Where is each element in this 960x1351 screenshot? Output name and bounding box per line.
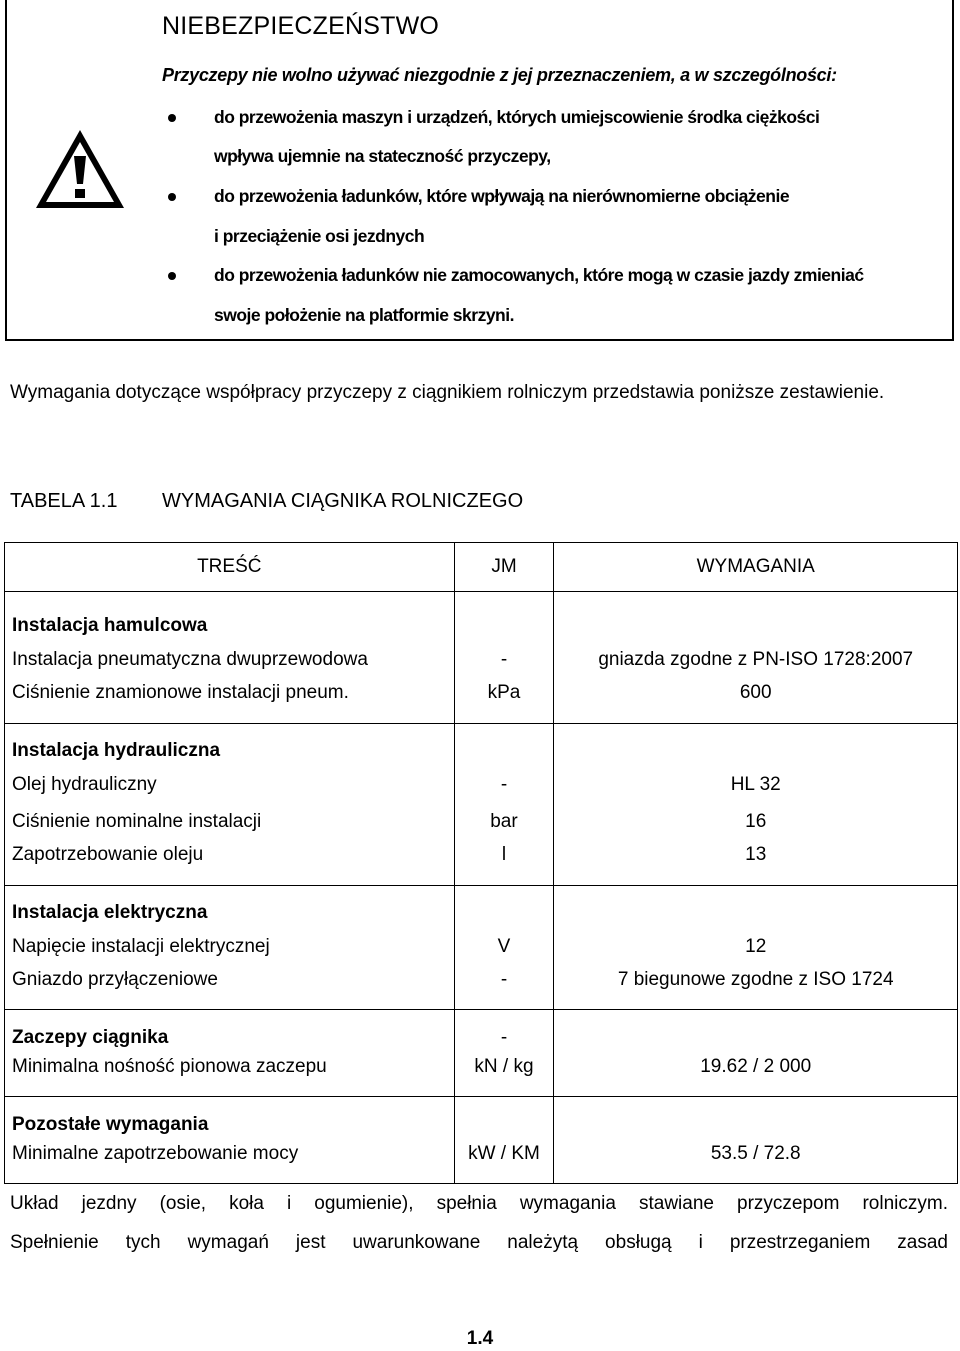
cell-unit: -	[454, 966, 554, 1010]
group-unit	[454, 885, 554, 928]
cell-requirement: 7 biegunowe zgodne z ISO 1724	[554, 966, 958, 1010]
empty-cell	[554, 723, 958, 766]
table-row	[5, 1053, 958, 1097]
danger-title: NIEBEZPIECZEŃSTWO	[162, 12, 440, 40]
bullet-dot	[168, 272, 176, 280]
group-title: Pozostałe wymagania	[5, 1097, 455, 1140]
group-title-row	[5, 592, 958, 642]
cell-requirement: HL 32	[554, 766, 958, 804]
cell-unit: kN / kg	[454, 1053, 554, 1097]
bullet-dot	[168, 193, 176, 201]
requirements-table	[4, 542, 958, 1184]
table-group	[5, 885, 958, 1010]
cell-requirement: 13	[554, 841, 958, 885]
danger-box	[5, 0, 954, 341]
header-content: TREŚĆ	[5, 543, 455, 592]
table-group	[5, 723, 958, 885]
danger-line: i przeciążenie osi jezdnych	[214, 226, 425, 246]
intro-paragraph: Wymagania dotyczące współpracy przyczepy z ciągnikiem rolniczym przedstawia poniższe zestawienie.	[10, 382, 885, 403]
group-title: Instalacja hydrauliczna	[5, 723, 455, 766]
table-header-row	[5, 543, 958, 592]
table-title: WYMAGANIA CIĄGNIKA ROLNICZEGO	[162, 490, 524, 512]
group-unit	[454, 1097, 554, 1140]
cell-content: Napięcie instalacji elektrycznej	[5, 928, 455, 966]
cell-content: Minimalne zapotrzebowanie mocy	[5, 1140, 455, 1184]
group-unit	[454, 592, 554, 642]
table-row	[5, 1140, 958, 1184]
cell-unit: kPa	[454, 679, 554, 723]
table-group	[5, 1097, 958, 1184]
bullet-dot	[168, 114, 176, 122]
group-title: Instalacja hamulcowa	[5, 592, 455, 642]
cell-content: Ciśnienie znamionowe instalacji pneum.	[5, 679, 455, 723]
empty-cell	[554, 1010, 958, 1053]
cell-requirement: 53.5 / 72.8	[554, 1140, 958, 1184]
footer-line: Spełnienie tych wymagań jest uwarunkowane należytą obsługą i przestrzeganiem zasad	[10, 1232, 948, 1253]
table-row	[5, 642, 958, 680]
cell-content: Instalacja pneumatyczna dwuprzewodowa	[5, 642, 455, 680]
empty-cell	[554, 1097, 958, 1140]
group-title: Zaczepy ciągnika	[5, 1010, 455, 1053]
empty-cell	[554, 592, 958, 642]
cell-content: Minimalna nośność pionowa zaczepu	[5, 1053, 455, 1097]
table-row	[5, 766, 958, 804]
table-row	[5, 928, 958, 966]
danger-line: do przewożenia maszyn i urządzeń, których umiejscowienie środka ciężkości	[214, 107, 820, 127]
cell-unit: V	[454, 928, 554, 966]
group-title-row	[5, 1097, 958, 1140]
group-title-row	[5, 1010, 958, 1053]
group-title-row	[5, 723, 958, 766]
empty-cell	[554, 885, 958, 928]
cell-content: Gniazdo przyłączeniowe	[5, 966, 455, 1010]
cell-unit: bar	[454, 804, 554, 842]
cell-unit: -	[454, 642, 554, 680]
cell-requirement: 600	[554, 679, 958, 723]
group-unit: -	[454, 1010, 554, 1053]
danger-line: do przewożenia ładunków, które wpływają na nierównomierne obciążenie	[214, 186, 790, 206]
cell-requirement: 12	[554, 928, 958, 966]
danger-line: do przewożenia ładunków nie zamocowanych, które mogą w czasie jazdy zmieniać	[214, 265, 864, 285]
header-requirements: WYMAGANIA	[554, 543, 958, 592]
danger-line: swoje położenie na platformie skrzyni.	[214, 305, 514, 325]
table-row	[5, 841, 958, 885]
danger-line: wpływa ujemnie na stateczność przyczepy,	[214, 146, 551, 166]
group-title: Instalacja elektryczna	[5, 885, 455, 928]
table-number: TABELA 1.1	[10, 490, 118, 512]
cell-requirement: 16	[554, 804, 958, 842]
table-caption	[10, 490, 523, 513]
table-row	[5, 679, 958, 723]
table-row	[5, 804, 958, 842]
warning-triangle-icon	[34, 128, 126, 210]
header-unit: JM	[454, 543, 554, 592]
cell-requirement: gniazda zgodne z PN-ISO 1728:2007	[554, 642, 958, 680]
cell-requirement: 19.62 / 2 000	[554, 1053, 958, 1097]
danger-intro: Przyczepy nie wolno używać niezgodnie z jej przeznaczeniem, a w szczególności:	[162, 65, 837, 85]
table-group	[5, 592, 958, 724]
table-row	[5, 966, 958, 1010]
cell-unit: -	[454, 766, 554, 804]
table-group	[5, 1010, 958, 1097]
cell-unit: l	[454, 841, 554, 885]
cell-content: Ciśnienie nominalne instalacji	[5, 804, 455, 842]
page-number: 1.4	[466, 1328, 494, 1349]
footer-line: Układ jezdny (osie, koła i ogumienie), spełnia wymagania stawiane przyczepom rolniczym.	[10, 1193, 948, 1214]
cell-content: Olej hydrauliczny	[5, 766, 455, 804]
group-title-row	[5, 885, 958, 928]
cell-unit: kW / KM	[454, 1140, 554, 1184]
cell-content: Zapotrzebowanie oleju	[5, 841, 455, 885]
group-unit	[454, 723, 554, 766]
